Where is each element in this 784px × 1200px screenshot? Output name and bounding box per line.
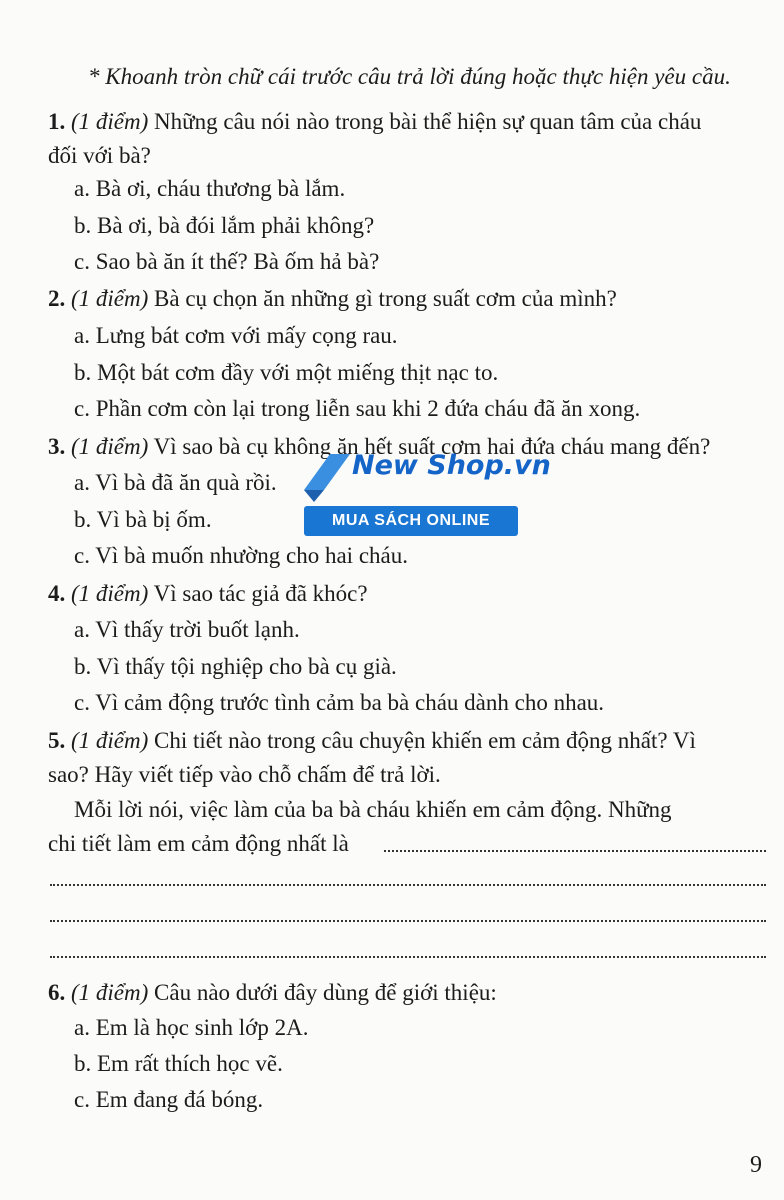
question-text: Bà cụ chọn ăn những gì trong suất cơm của mình? — [154, 286, 617, 311]
question-4-option-b: b. Vì thấy tội nghiệp cho bà cụ già. — [74, 654, 397, 679]
question-2-option-c: c. Phần cơm còn lại trong liễn sau khi 2 đứa cháu đã ăn xong. — [74, 396, 641, 421]
question-4-option-c: c. Vì cảm động trước tình cảm ba bà cháu dành cho nhau. — [74, 690, 605, 715]
question-1-option-c: c. Sao bà ăn ít thế? Bà ốm hả bà? — [74, 249, 380, 274]
question-1-option-a: a. Bà ơi, cháu thương bà lắm. — [74, 176, 346, 201]
page-number: 9 — [750, 1152, 762, 1178]
question-number: 3. — [48, 434, 66, 459]
newshop-logo-icon — [300, 448, 354, 504]
question-6 — [48, 976, 497, 1010]
question-6-option-a: a. Em là học sinh lớp 2A. — [74, 1015, 309, 1040]
question-number: 2. — [48, 286, 66, 311]
question-3-option-a: a. Vì bà đã ăn quà rồi. — [74, 470, 277, 495]
question-3-option-c: c. Vì bà muốn nhường cho hai cháu. — [74, 543, 408, 568]
watermark-tagline: MUA SÁCH ONLINE — [304, 506, 518, 536]
question-points: (1 điểm) — [71, 286, 149, 311]
question-text: Những câu nói nào trong bài thể hiện sự quan tâm của cháu — [154, 109, 702, 134]
question-6-option-c: c. Em đang đá bóng. — [74, 1087, 264, 1112]
newshop-watermark — [300, 448, 551, 538]
question-1-line-1 — [48, 105, 701, 139]
question-2 — [48, 282, 617, 316]
question-5-line-1 — [48, 724, 696, 758]
question-4 — [48, 577, 368, 611]
question-points: (1 điểm) — [71, 728, 149, 753]
watermark-brand: New Shop.vn — [352, 450, 551, 481]
answer-prompt-line-2: chi tiết làm em cảm động nhất là — [48, 831, 349, 856]
question-4-option-a: a. Vì thấy trời buốt lạnh. — [74, 617, 300, 642]
question-points: (1 điểm) — [71, 581, 149, 606]
question-points: (1 điểm) — [71, 434, 149, 459]
answer-prompt-line-1: Mỗi lời nói, việc làm của ba bà cháu khiến em cảm động. Những — [74, 797, 672, 822]
question-1-line-2: đối với bà? — [48, 143, 151, 168]
question-number: 6. — [48, 980, 66, 1005]
question-1-option-b: b. Bà ơi, bà đói lắm phải không? — [74, 213, 375, 238]
question-2-option-a: a. Lưng bát cơm với mấy cọng rau. — [74, 323, 398, 348]
question-3-option-b: b. Vì bà bị ốm. — [74, 507, 212, 532]
question-5-line-2: sao? Hãy viết tiếp vào chỗ chấm để trả lời. — [48, 762, 441, 787]
question-6-option-b: b. Em rất thích học vẽ. — [74, 1051, 283, 1076]
question-number: 5. — [48, 728, 66, 753]
answer-blank-line[interactable] — [50, 920, 766, 922]
question-text: Vì sao bà cụ không ăn hết suất cơm hai đứa cháu mang đến? — [153, 434, 711, 459]
question-text: Vì sao tác giả đã khóc? — [153, 581, 368, 606]
question-text: Chi tiết nào trong câu chuyện khiến em cảm động nhất? Vì — [154, 728, 696, 753]
question-number: 1. — [48, 109, 66, 134]
question-2-option-b: b. Một bát cơm đầy với một miếng thịt nạc to. — [74, 360, 499, 385]
question-number: 4. — [48, 581, 66, 606]
answer-blank-line[interactable] — [50, 884, 766, 886]
instruction-text: * Khoanh tròn chữ cái trước câu trả lời đúng hoặc thực hiện yêu cầu. — [88, 64, 731, 89]
answer-blank-line[interactable] — [384, 850, 766, 852]
question-text: Câu nào dưới đây dùng để giới thiệu: — [154, 980, 497, 1005]
question-points: (1 điểm) — [71, 980, 149, 1005]
question-points: (1 điểm) — [71, 109, 149, 134]
answer-blank-line[interactable] — [50, 956, 766, 958]
